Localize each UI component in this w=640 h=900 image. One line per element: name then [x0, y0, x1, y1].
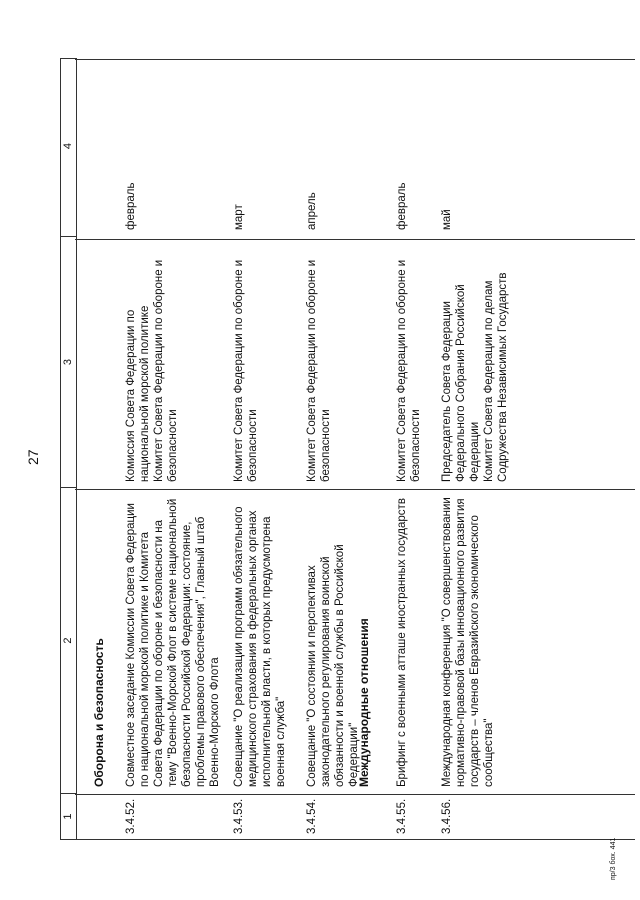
event-text: Совещание "О состоянии и перспективах законодательного регулирования воинской обязанности и военной службы в Российской Федерации": [306, 544, 360, 787]
responsible-text: Председатель Совета Федерации Федерального Собрания Российской Федерации Комитет Совета Федерации по делам Содружества Независимых Государств: [441, 272, 509, 482]
column-number: 4: [61, 56, 76, 237]
event-text: Брифинг с военными атташе иностранных государств: [396, 498, 408, 787]
date-text: апрель: [306, 192, 318, 230]
column-number: 1: [62, 813, 74, 820]
date-text: март: [233, 204, 245, 230]
table-row: [232, 60, 288, 840]
event-text: Международная конференция "О совершенствовании нормативно-правовой базы инновационного развития государств – членов Евразийского экономического сообщества": [441, 497, 495, 787]
date-text: май: [441, 209, 453, 230]
row-number: 3.4.54.: [306, 798, 318, 834]
event-text: Совещание "О реализации программ обязательного медицинского страхования в федеральных органах исполнительной власти, в которых предусмотрена военная служба": [233, 506, 287, 787]
row-number: 3.4.52.: [125, 798, 137, 834]
table-row: [305, 60, 361, 840]
date-text: февраль: [125, 182, 137, 230]
table-row: [124, 60, 222, 840]
footer-code: пр/3 бох. 441: [610, 837, 617, 880]
column-number: 2: [61, 488, 76, 794]
responsible-text: Комитет Совета Федерации по обороне и безопасности: [233, 259, 259, 482]
event-text: Совместное заседание Комиссии Совета Федерации по национальной морской политике и Комитета Совета Федерации по обороне и безопасности на тему "Военно-Морской Флот в системе национальной безопасности Российской Федерации: состояние, проблемы правового обеспечения", Главный штаб Военно-Морского Флота: [125, 498, 221, 787]
responsible-text: Комитет Совета Федерации по обороне и безопасности: [396, 259, 422, 482]
row-number: 3.4.56.: [441, 798, 453, 834]
section-heading-international: Международные отношения: [357, 618, 371, 787]
table-row: [440, 60, 510, 840]
date-text: февраль: [396, 182, 408, 230]
responsible-text: Комитет Совета Федерации по обороне и безопасности: [306, 259, 332, 482]
section-heading-defense: Оборона и безопасность: [92, 638, 106, 787]
page-number: 27: [25, 449, 41, 465]
responsible-text: Комиссия Совета Федерации по национальной морской политике Комитет Совета Федерации по обороне и безопасности: [125, 259, 179, 482]
column-number: 3: [61, 237, 76, 488]
table-row: [395, 60, 423, 840]
row-number: 3.4.55.: [396, 798, 408, 834]
row-number: 3.4.53.: [233, 798, 245, 834]
